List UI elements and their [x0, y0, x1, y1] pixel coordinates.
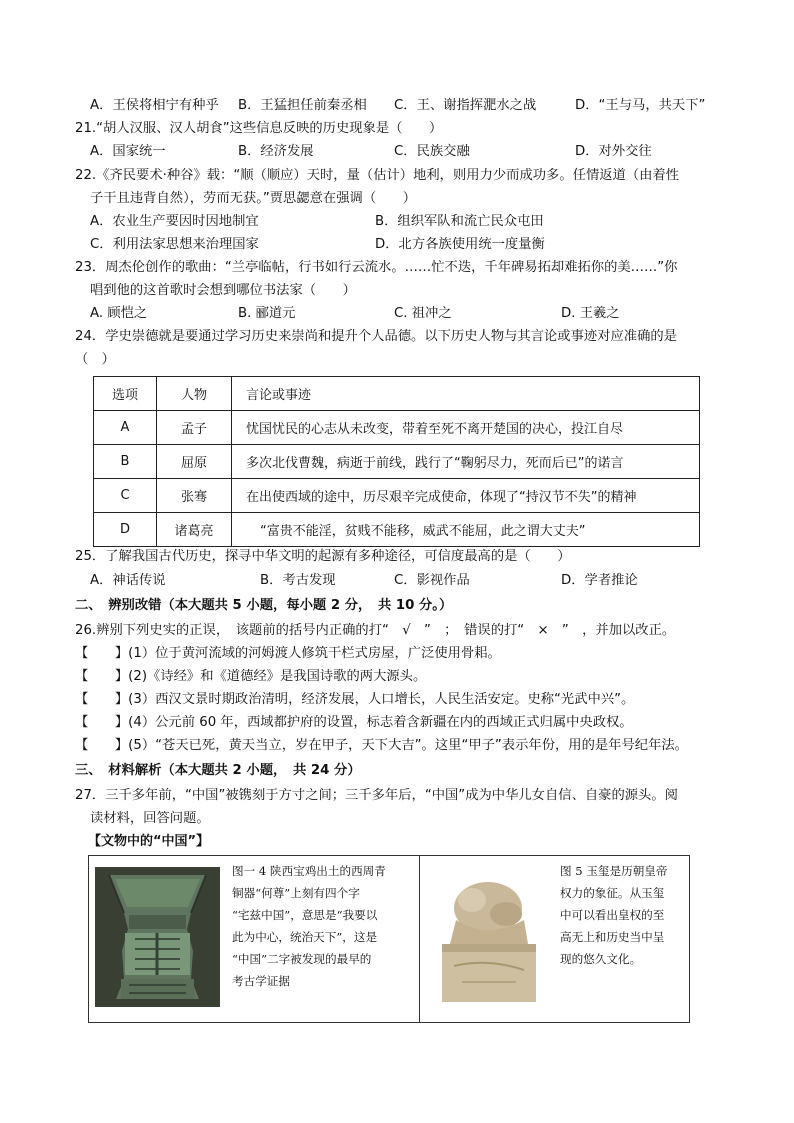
- table-header-cell: 人物: [157, 377, 232, 411]
- caption-line: 此为中心，统治天下”，这是: [232, 930, 378, 944]
- table-row: [94, 479, 700, 513]
- q22-option-d: D．北方各族使用统一度量衡: [375, 237, 545, 252]
- q23-option-b: B. 郦道元: [238, 306, 296, 321]
- table-cell: B: [94, 445, 157, 479]
- section2-instruction: 26.辨别下列史实的正误， 该题前的括号内正确的打“ √ ” ； 错误的打“ × ” ，并加以改正。: [75, 623, 676, 638]
- q27-stem-line2: 读材料，回答问题。: [90, 811, 210, 826]
- caption-line: 铜器“何尊”上刻有四个字: [232, 886, 360, 900]
- q22-stem-line2: 子干且违背自然），劳而无获。”贾思勰意在强调（ ）: [90, 191, 417, 206]
- q25-option-d: D．学者推论: [561, 573, 638, 588]
- list-item: 【 】(1）位于黄河流域的河姆渡人修筑干栏式房屋，广泛使用骨耜。: [75, 646, 501, 661]
- table-cell: 诸葛亮: [157, 513, 232, 547]
- table-cell: 在出使西域的途中，历尽艰辛完成使命，体现了“持汉节不失”的精神: [232, 479, 700, 513]
- q23-stem-line2: 唱到他的这首歌时会想到哪位书法家（ ）: [90, 283, 356, 298]
- q21-option-a: A．国家统一: [90, 144, 166, 159]
- q22-option-b: B．组织军队和流亡民众屯田: [375, 214, 544, 229]
- q20-option-a: A．王侯将相宁有种乎: [90, 98, 219, 113]
- q23-option-a: A. 顾恺之: [90, 306, 148, 321]
- q23-stem-line1: 23．周杰伦创作的歌曲：“兰亭临帖，行书如行云流水。……忙不迭，千年碑易拓却难拓你的美……”你: [75, 260, 678, 275]
- q23-option-c: C. 祖冲之: [394, 306, 452, 321]
- caption-line: “中国”二字被发现的最早的: [232, 952, 372, 966]
- caption-line: “宅兹中国”，意思是“我要以: [232, 908, 378, 922]
- q24-stem-line2: （ ）: [75, 352, 115, 367]
- caption-line: 现的悠久文化。: [560, 952, 642, 966]
- table-header-cell: 选项: [94, 377, 157, 411]
- list-item: 【 】(2)《诗经》和《道德经》是我国诗歌的两大源头。: [75, 669, 427, 684]
- q25-option-c: C．影视作品: [394, 573, 470, 588]
- list-item: 【 】(5）“苍天已死，黄天当立，岁在甲子，天下大吉”。这里“甲子”表示年份，用的是年号纪年法。: [75, 738, 688, 753]
- table-cell: 屈原: [157, 445, 232, 479]
- table-header-cell: 言论或事迹: [232, 377, 700, 411]
- q23-option-d: D. 王羲之: [561, 306, 620, 321]
- caption-line: 考古学证据: [232, 974, 290, 988]
- list-item: 【 】(3）西汉文景时期政治清明，经济发展，人口增长，人民生活安定。史称“光武中兴”。: [75, 692, 635, 707]
- table-cell: 张骞: [157, 479, 232, 513]
- table-cell: 忧国忧民的心志从未改变，带着至死不离开楚国的决心，投江自尽: [232, 411, 700, 445]
- q21-option-d: D．对外交往: [575, 144, 652, 159]
- caption-line: 高无上和历史当中呈: [560, 930, 665, 944]
- q22-option-c: C．利用法家思想来治理国家: [90, 237, 259, 252]
- table-cell: 孟子: [157, 411, 232, 445]
- table-header-row: [94, 377, 700, 411]
- q20-option-c: C．王、谢指挥淝水之战: [394, 98, 537, 113]
- jade-seal-image: [432, 870, 545, 1010]
- material-title: 【文物中的“中国”】: [88, 834, 210, 849]
- caption-line: 中可以看出皇权的至: [560, 908, 665, 922]
- q21-stem: 21.“胡人汉服、汉人胡食”这些信息反映的历史现象是（ ）: [75, 121, 443, 136]
- q25-stem: 25．了解我国古代历史，探寻中华文明的起源有多种途径，可信度最高的是（ ）: [75, 549, 571, 564]
- table-cell: 多次北伐曹魏，病逝于前线，践行了“鞠躬尽力，死而后已”的诺言: [232, 445, 700, 479]
- q22-stem-line1: 22.《齐民要术·种谷》载：“顺（顺应）天时，量（估计）地利，则用力少而成功多。任情返道（由着性: [75, 168, 680, 183]
- section2-heading: 二、 辨别改错（本大题共 5 小题，每小题 2 分， 共 10 分。）: [75, 598, 453, 613]
- q21-option-b: B．经济发展: [238, 144, 314, 159]
- section3-heading: 三、 材料解析（本大题共 2 小题， 共 24 分）: [75, 763, 361, 778]
- bronze-vessel-image: [95, 867, 220, 1007]
- box-divider: [419, 856, 420, 1022]
- caption-line: 图 5 玉玺是历朝皇帝: [560, 864, 668, 878]
- table-cell: A: [94, 411, 157, 445]
- table-cell: C: [94, 479, 157, 513]
- caption-line: 权力的象征。从玉玺: [560, 886, 665, 900]
- table-cell: D: [94, 513, 157, 547]
- q20-option-b: B．王猛担任前秦丞相: [238, 98, 367, 113]
- table-row: [94, 411, 700, 445]
- table-row: [94, 513, 700, 547]
- q25-option-a: A．神话传说: [90, 573, 166, 588]
- table-cell: “富贵不能淫，贫贱不能移，威武不能屈，此之谓大丈夫”: [232, 513, 700, 547]
- q22-option-a: A．农业生产要因时因地制宜: [90, 214, 259, 229]
- caption-line: 图一 4 陕西宝鸡出土的西周青: [232, 864, 386, 878]
- table-row: [94, 445, 700, 479]
- q21-option-c: C．民族交融: [394, 144, 470, 159]
- q24-stem-line1: 24．学史崇德就是要通过学习历史来崇尚和提升个人品德。以下历史人物与其言论或事迹对应准确的是: [75, 329, 677, 344]
- q27-stem-line1: 27．三千多年前，“中国”被镌刻于方寸之间；三千多年后，“中国”成为中华儿女自信、自豪的源头。阅: [75, 788, 678, 803]
- q25-option-b: B．考古发现: [260, 573, 336, 588]
- list-item: 【 】(4）公元前 60 年，西域都护府的设置，标志着含新疆在内的西域正式归属中央政权。: [75, 715, 633, 730]
- q24-table: [93, 376, 700, 547]
- q20-option-d: D．“王与马，共天下”: [575, 98, 706, 113]
